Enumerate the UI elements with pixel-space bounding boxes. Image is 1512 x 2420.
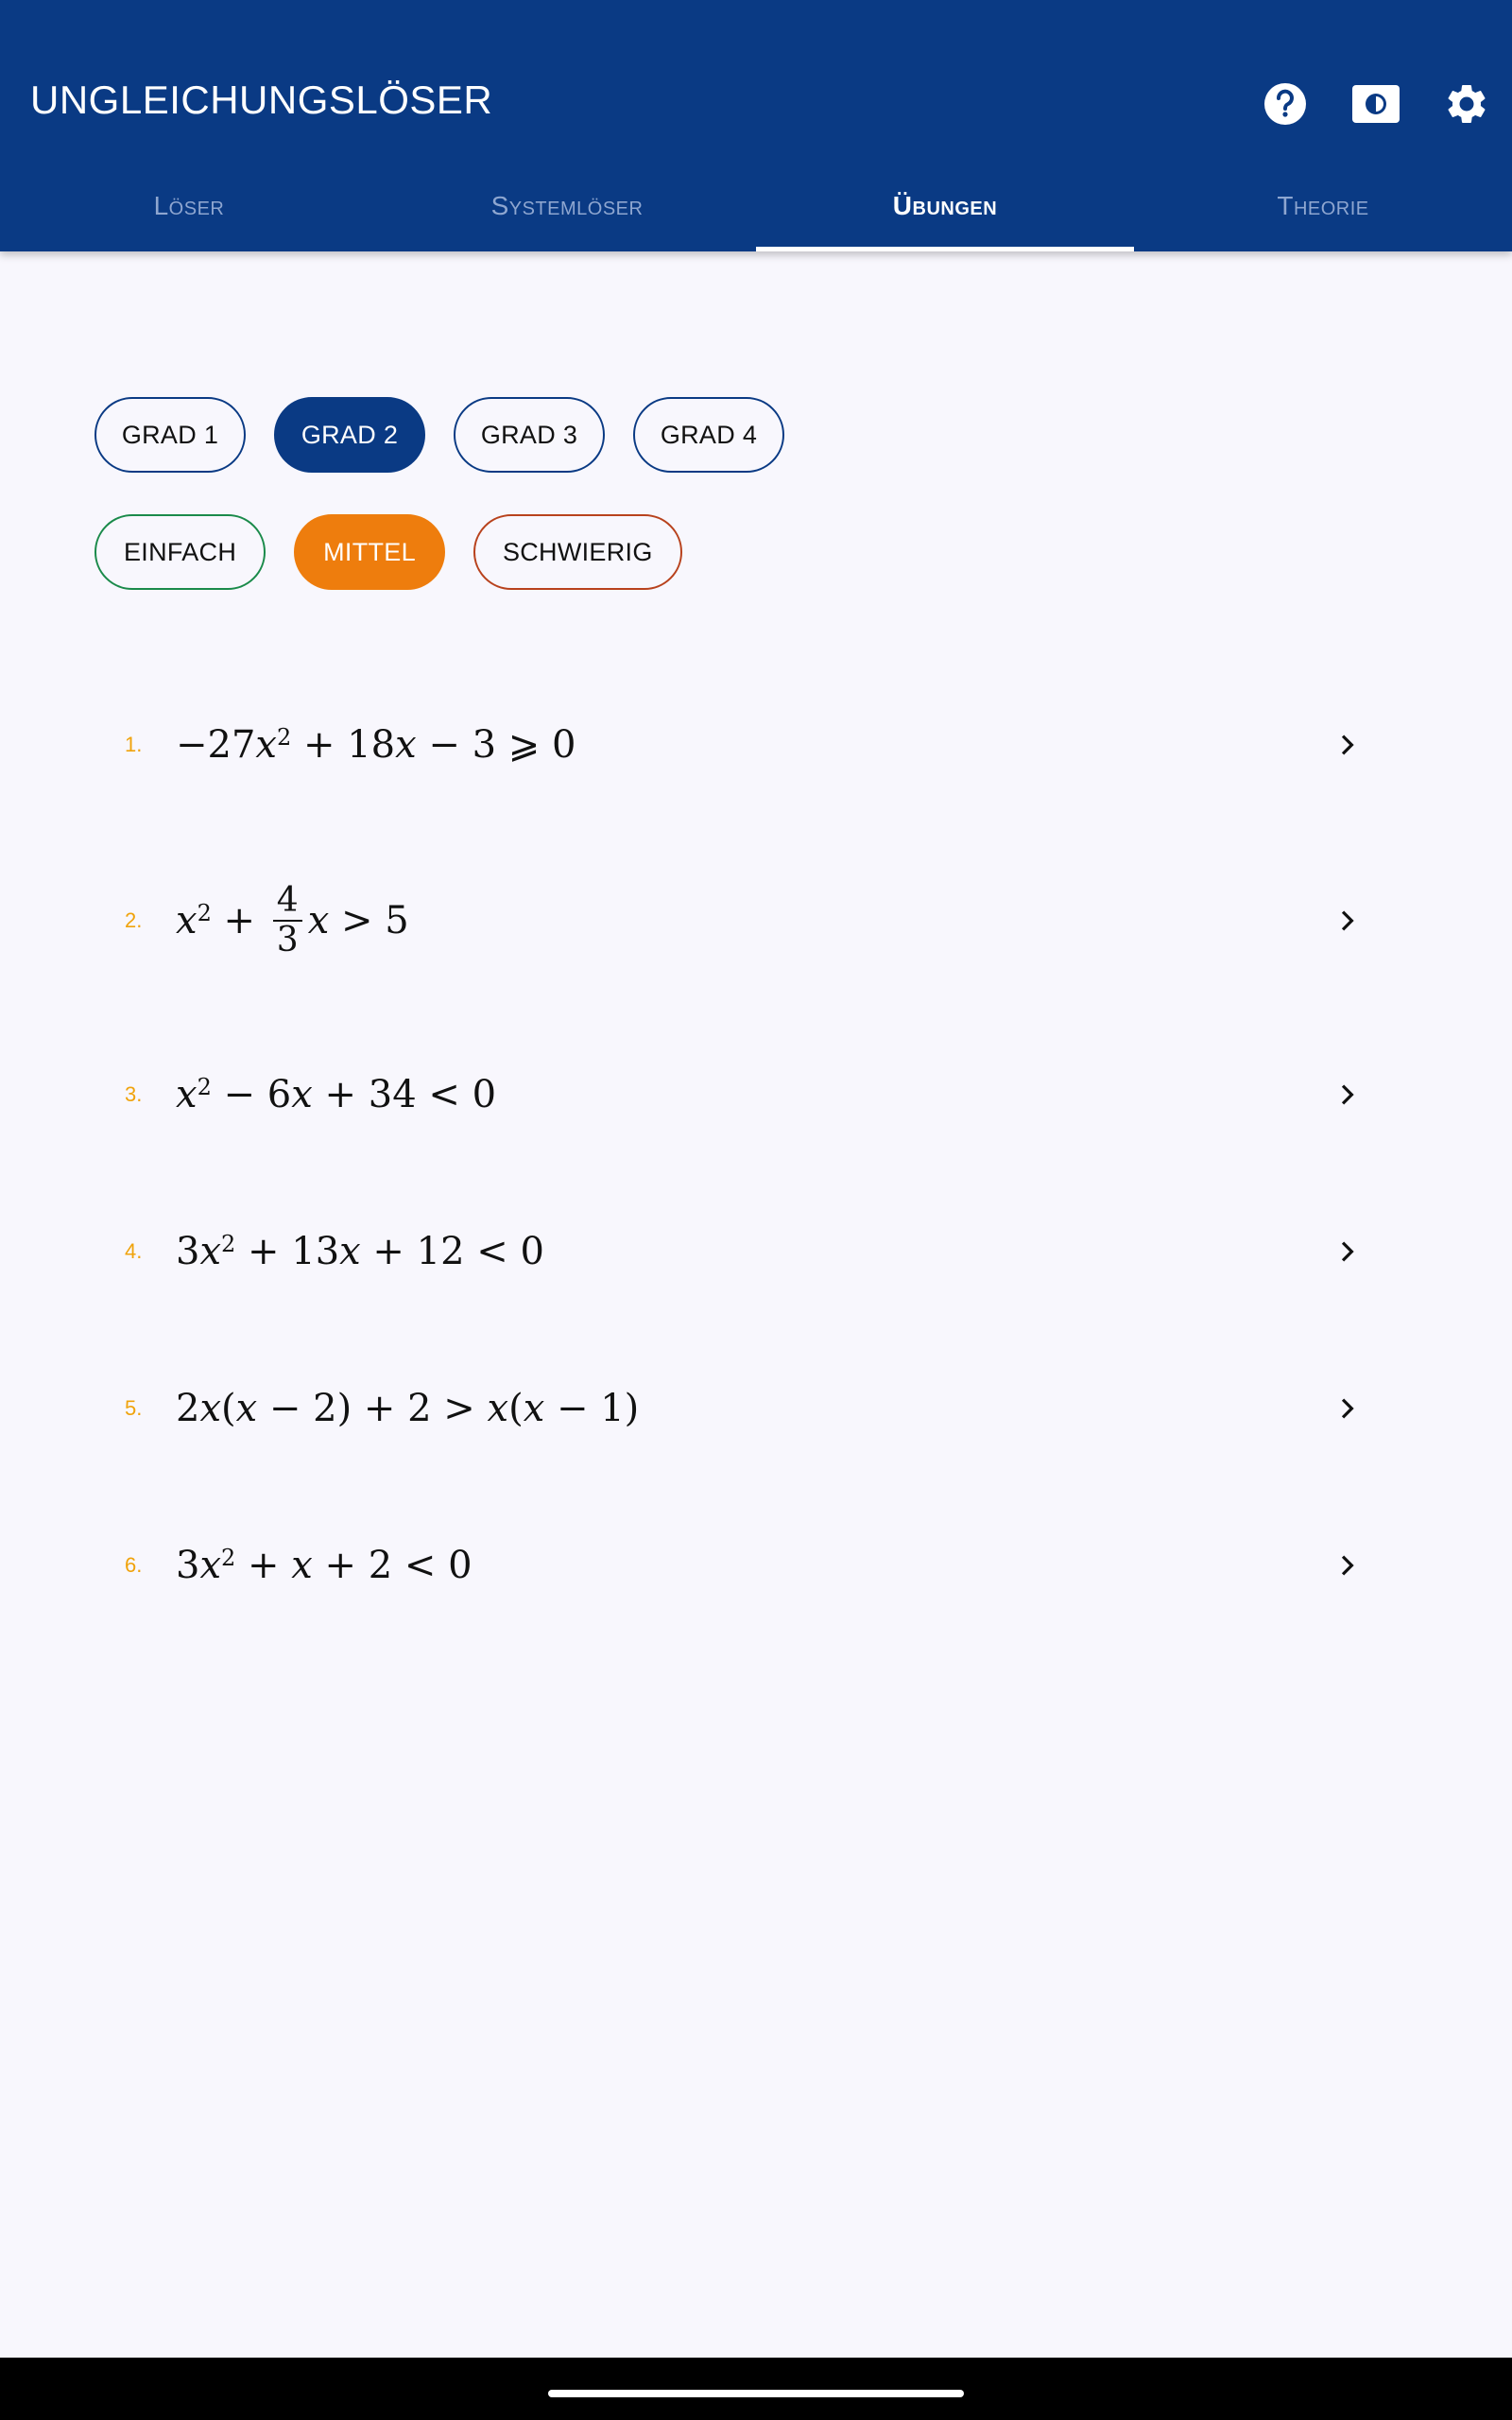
app-bar bbox=[0, 0, 1512, 251]
brightness-icon[interactable] bbox=[1349, 78, 1402, 130]
app-title: UNGLEICHUNGSLÖSER bbox=[30, 78, 493, 122]
exercise-number: 2. bbox=[125, 908, 143, 932]
tab-label: Theorie bbox=[1277, 191, 1369, 220]
settings-icon[interactable] bbox=[1440, 78, 1493, 130]
exercise-row[interactable] bbox=[0, 1352, 1512, 1465]
tab-indicator bbox=[0, 247, 378, 251]
exercise-row[interactable] bbox=[0, 688, 1512, 802]
exercise-number: 3. bbox=[125, 1082, 143, 1106]
home-gesture-handle[interactable] bbox=[548, 2390, 964, 2397]
tab-systemloeser[interactable] bbox=[378, 168, 756, 251]
exercise-formula: 3 x $^2$ + 13 x + 12 < 0 bbox=[176, 1230, 544, 1273]
exercise-row[interactable] bbox=[0, 1195, 1512, 1308]
chevron-right-icon bbox=[1332, 1236, 1365, 1268]
tab-uebungen[interactable] bbox=[756, 168, 1134, 251]
chevron-right-icon bbox=[1332, 1079, 1365, 1111]
fraction: $\frac{4}{3}$ bbox=[273, 882, 302, 959]
chevron-right-icon bbox=[1332, 1549, 1365, 1582]
tab-indicator bbox=[1134, 247, 1512, 251]
chevron-right-icon bbox=[1332, 905, 1365, 937]
grade-chip-2[interactable]: GRAD 2 bbox=[274, 397, 425, 473]
help-icon[interactable] bbox=[1259, 78, 1312, 130]
exercise-number: 5. bbox=[125, 1396, 143, 1420]
grade-chip-3[interactable]: GRAD 3 bbox=[454, 397, 605, 473]
grade-chip-1[interactable]: GRAD 1 bbox=[94, 397, 246, 473]
exercise-formula: x $^2$ + $\frac{4}{3}$ x > 5 bbox=[176, 881, 409, 959]
tab-bar bbox=[0, 168, 1512, 251]
exercise-row[interactable] bbox=[0, 864, 1512, 977]
tab-indicator bbox=[756, 247, 1134, 251]
exercise-row[interactable] bbox=[0, 1509, 1512, 1622]
tab-label: Systemlöser bbox=[490, 191, 644, 220]
chevron-right-icon bbox=[1332, 729, 1365, 761]
system-navigation-bar bbox=[0, 2358, 1512, 2420]
exercise-row[interactable] bbox=[0, 1038, 1512, 1151]
grade-chip-4[interactable]: GRAD 4 bbox=[633, 397, 784, 473]
difficulty-filter bbox=[94, 514, 682, 590]
exercise-number: 1. bbox=[125, 733, 143, 756]
tab-theorie[interactable] bbox=[1134, 168, 1512, 251]
grade-filter bbox=[94, 397, 784, 473]
exercise-number: 6. bbox=[125, 1553, 143, 1577]
tab-label: Löser bbox=[153, 191, 225, 220]
exercise-formula: 3 x $^2$ + x + 2 < 0 bbox=[176, 1544, 472, 1587]
difficulty-chip-medium[interactable]: MITTEL bbox=[294, 514, 445, 590]
chevron-right-icon bbox=[1332, 1392, 1365, 1425]
tab-loeser[interactable] bbox=[0, 168, 378, 251]
tab-indicator bbox=[378, 247, 756, 251]
tab-label: Übungen bbox=[892, 191, 998, 220]
exercise-formula: 2 x ( x − 2) + 2 > x ( x − 1) bbox=[176, 1387, 640, 1430]
difficulty-chip-hard[interactable]: SCHWIERIG bbox=[473, 514, 682, 590]
exercise-formula: x $^2$ − 6 x + 34 < 0 bbox=[176, 1073, 497, 1116]
difficulty-chip-easy[interactable]: EINFACH bbox=[94, 514, 266, 590]
exercise-number: 4. bbox=[125, 1239, 143, 1263]
exercise-formula: −27 x $^2$ + 18 x − 3 ⩾ 0 bbox=[176, 723, 576, 767]
